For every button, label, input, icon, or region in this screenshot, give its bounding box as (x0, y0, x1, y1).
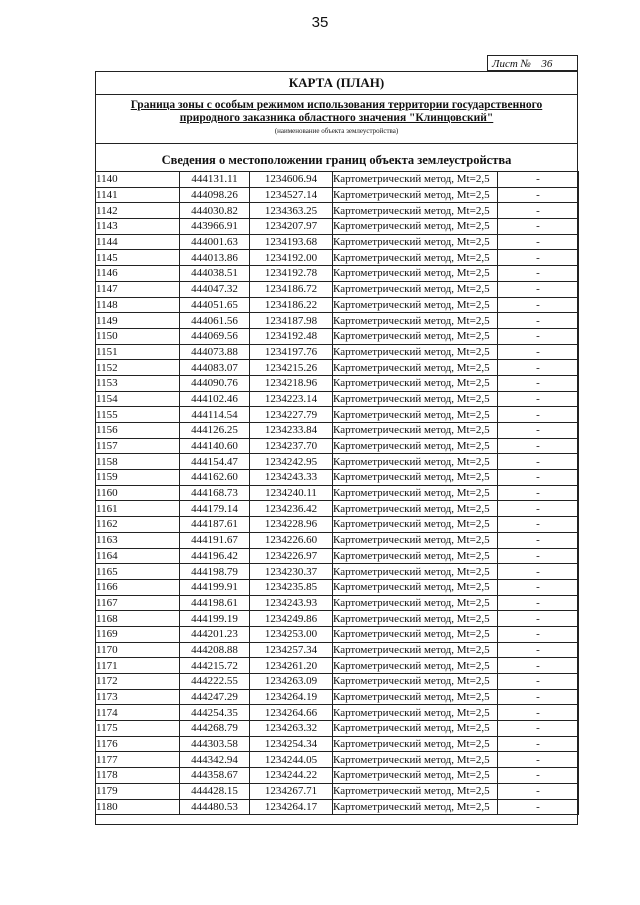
point-number-cell: 1144 (96, 234, 180, 250)
table-row (96, 297, 579, 313)
note-cell: - (498, 721, 579, 737)
table-row (96, 234, 579, 250)
note-cell: - (498, 454, 579, 470)
point-number-cell: 1180 (96, 799, 180, 815)
y-coordinate-cell: 1234236.42 (250, 501, 333, 517)
x-coordinate-cell: 444098.26 (180, 187, 250, 203)
x-coordinate-cell: 444222.55 (180, 674, 250, 690)
y-coordinate-cell: 1234606.94 (250, 172, 333, 188)
method-cell: Картометрический метод, Mt=2,5 (333, 689, 498, 705)
point-number-cell: 1155 (96, 407, 180, 423)
y-coordinate-cell: 1234242.95 (250, 454, 333, 470)
table-row (96, 674, 579, 690)
y-coordinate-cell: 1234240.11 (250, 485, 333, 501)
table-row (96, 548, 579, 564)
note-cell: - (498, 579, 579, 595)
y-coordinate-cell: 1234261.20 (250, 658, 333, 674)
note-cell: - (498, 642, 579, 658)
y-coordinate-cell: 1234223.14 (250, 391, 333, 407)
y-coordinate-cell: 1234197.76 (250, 344, 333, 360)
y-coordinate-cell: 1234230.37 (250, 564, 333, 580)
table-row (96, 344, 579, 360)
method-cell: Картометрический метод, Mt=2,5 (333, 344, 498, 360)
method-cell: Картометрический метод, Mt=2,5 (333, 658, 498, 674)
x-coordinate-cell: 444013.86 (180, 250, 250, 266)
table-row (96, 203, 579, 219)
table-row (96, 391, 579, 407)
note-cell: - (498, 532, 579, 548)
note-cell: - (498, 423, 579, 439)
y-coordinate-cell: 1234193.68 (250, 234, 333, 250)
note-cell: - (498, 187, 579, 203)
point-number-cell: 1166 (96, 579, 180, 595)
x-coordinate-cell: 444179.14 (180, 501, 250, 517)
x-coordinate-cell: 444358.67 (180, 768, 250, 784)
table-row (96, 187, 579, 203)
point-number-cell: 1158 (96, 454, 180, 470)
table-row (96, 485, 579, 501)
point-number-cell: 1168 (96, 611, 180, 627)
y-coordinate-cell: 1234243.33 (250, 470, 333, 486)
method-cell: Картометрический метод, Mt=2,5 (333, 328, 498, 344)
method-cell: Картометрический метод, Mt=2,5 (333, 548, 498, 564)
table-row (96, 705, 579, 721)
sheet-number: 36 (534, 58, 560, 71)
method-cell: Картометрический метод, Mt=2,5 (333, 219, 498, 235)
note-cell: - (498, 783, 579, 799)
point-number-cell: 1162 (96, 517, 180, 533)
y-coordinate-cell: 1234207.97 (250, 219, 333, 235)
x-coordinate-cell: 444073.88 (180, 344, 250, 360)
note-cell: - (498, 501, 579, 517)
x-coordinate-cell: 444131.11 (180, 172, 250, 188)
point-number-cell: 1143 (96, 219, 180, 235)
point-number-cell: 1173 (96, 689, 180, 705)
x-coordinate-cell: 444102.46 (180, 391, 250, 407)
x-coordinate-cell: 444208.88 (180, 642, 250, 658)
note-cell: - (498, 485, 579, 501)
note-cell: - (498, 328, 579, 344)
point-number-cell: 1152 (96, 360, 180, 376)
sheet-number-box (487, 55, 578, 71)
method-cell: Картометрический метод, Mt=2,5 (333, 360, 498, 376)
note-cell: - (498, 438, 579, 454)
table-row (96, 517, 579, 533)
y-coordinate-cell: 1234192.48 (250, 328, 333, 344)
table-row (96, 736, 579, 752)
point-number-cell: 1175 (96, 721, 180, 737)
sheet-label: Лист № (492, 58, 531, 70)
method-cell: Картометрический метод, Mt=2,5 (333, 799, 498, 815)
y-coordinate-cell: 1234233.84 (250, 423, 333, 439)
point-number-cell: 1154 (96, 391, 180, 407)
point-number-cell: 1177 (96, 752, 180, 768)
y-coordinate-cell: 1234263.32 (250, 721, 333, 737)
table-row (96, 172, 579, 188)
document-title: КАРТА (ПЛАН) (95, 71, 578, 95)
page-number: 35 (311, 14, 329, 31)
y-coordinate-cell: 1234264.19 (250, 689, 333, 705)
x-coordinate-cell: 444051.65 (180, 297, 250, 313)
method-cell: Картометрический метод, Mt=2,5 (333, 752, 498, 768)
table-row (96, 250, 579, 266)
x-coordinate-cell: 444126.25 (180, 423, 250, 439)
y-coordinate-cell: 1234192.78 (250, 266, 333, 282)
method-cell: Картометрический метод, Mt=2,5 (333, 517, 498, 533)
point-number-cell: 1157 (96, 438, 180, 454)
note-cell: - (498, 736, 579, 752)
y-coordinate-cell: 1234192.00 (250, 250, 333, 266)
point-number-cell: 1156 (96, 423, 180, 439)
note-cell: - (498, 375, 579, 391)
y-coordinate-cell: 1234264.17 (250, 799, 333, 815)
x-coordinate-cell: 444196.42 (180, 548, 250, 564)
point-number-cell: 1161 (96, 501, 180, 517)
point-number-cell: 1169 (96, 626, 180, 642)
table-row (96, 454, 579, 470)
table-row (96, 281, 579, 297)
table-row (96, 721, 579, 737)
method-cell: Картометрический метод, Mt=2,5 (333, 438, 498, 454)
method-cell: Картометрический метод, Mt=2,5 (333, 564, 498, 580)
y-coordinate-cell: 1234244.22 (250, 768, 333, 784)
table-row (96, 783, 579, 799)
y-coordinate-cell: 1234215.26 (250, 360, 333, 376)
y-coordinate-cell: 1234263.09 (250, 674, 333, 690)
x-coordinate-cell: 444114.54 (180, 407, 250, 423)
point-number-cell: 1165 (96, 564, 180, 580)
y-coordinate-cell: 1234253.00 (250, 626, 333, 642)
table-row (96, 595, 579, 611)
table-row (96, 438, 579, 454)
x-coordinate-cell: 444303.58 (180, 736, 250, 752)
point-number-cell: 1151 (96, 344, 180, 360)
x-coordinate-cell: 444268.79 (180, 721, 250, 737)
section-title: Сведения о местоположении границ объекта землеустройства (95, 143, 578, 172)
x-coordinate-cell: 444083.07 (180, 360, 250, 376)
method-cell: Картометрический метод, Mt=2,5 (333, 407, 498, 423)
x-coordinate-cell: 444047.32 (180, 281, 250, 297)
method-cell: Картометрический метод, Mt=2,5 (333, 454, 498, 470)
note-cell: - (498, 234, 579, 250)
point-number-cell: 1167 (96, 595, 180, 611)
note-cell: - (498, 407, 579, 423)
y-coordinate-cell: 1234228.96 (250, 517, 333, 533)
note-cell: - (498, 658, 579, 674)
x-coordinate-cell: 444199.91 (180, 579, 250, 595)
y-coordinate-cell: 1234235.85 (250, 579, 333, 595)
x-coordinate-cell: 443966.91 (180, 219, 250, 235)
note-cell: - (498, 611, 579, 627)
method-cell: Картометрический метод, Mt=2,5 (333, 203, 498, 219)
note-cell: - (498, 517, 579, 533)
note-cell: - (498, 281, 579, 297)
method-cell: Картометрический метод, Mt=2,5 (333, 736, 498, 752)
note-cell: - (498, 626, 579, 642)
point-number-cell: 1149 (96, 313, 180, 329)
y-coordinate-cell: 1234244.05 (250, 752, 333, 768)
point-number-cell: 1140 (96, 172, 180, 188)
method-cell: Картометрический метод, Mt=2,5 (333, 266, 498, 282)
x-coordinate-cell: 444247.29 (180, 689, 250, 705)
method-cell: Картометрический метод, Mt=2,5 (333, 375, 498, 391)
table-row (96, 313, 579, 329)
table-row (96, 658, 579, 674)
point-number-cell: 1150 (96, 328, 180, 344)
x-coordinate-cell: 444428.15 (180, 783, 250, 799)
table-row (96, 219, 579, 235)
point-number-cell: 1148 (96, 297, 180, 313)
point-number-cell: 1171 (96, 658, 180, 674)
y-coordinate-cell: 1234527.14 (250, 187, 333, 203)
point-number-cell: 1172 (96, 674, 180, 690)
x-coordinate-cell: 444069.56 (180, 328, 250, 344)
note-cell: - (498, 689, 579, 705)
point-number-cell: 1176 (96, 736, 180, 752)
method-cell: Картометрический метод, Mt=2,5 (333, 281, 498, 297)
point-number-cell: 1159 (96, 470, 180, 486)
point-number-cell: 1146 (96, 266, 180, 282)
x-coordinate-cell: 444198.79 (180, 564, 250, 580)
method-cell: Картометрический метод, Mt=2,5 (333, 234, 498, 250)
y-coordinate-cell: 1234186.72 (250, 281, 333, 297)
y-coordinate-cell: 1234363.25 (250, 203, 333, 219)
table-row (96, 423, 579, 439)
x-coordinate-cell: 444215.72 (180, 658, 250, 674)
method-cell: Картометрический метод, Mt=2,5 (333, 705, 498, 721)
x-coordinate-cell: 444342.94 (180, 752, 250, 768)
y-coordinate-cell: 1234257.34 (250, 642, 333, 658)
x-coordinate-cell: 444168.73 (180, 485, 250, 501)
table-row (96, 579, 579, 595)
table-row (96, 375, 579, 391)
method-cell: Картометрический метод, Mt=2,5 (333, 642, 498, 658)
method-cell: Картометрический метод, Mt=2,5 (333, 783, 498, 799)
note-cell: - (498, 470, 579, 486)
method-cell: Картометрический метод, Mt=2,5 (333, 423, 498, 439)
method-cell: Картометрический метод, Mt=2,5 (333, 485, 498, 501)
point-number-cell: 1179 (96, 783, 180, 799)
method-cell: Картометрический метод, Mt=2,5 (333, 313, 498, 329)
note-cell: - (498, 266, 579, 282)
x-coordinate-cell: 444090.76 (180, 375, 250, 391)
note-cell: - (498, 344, 579, 360)
method-cell: Картометрический метод, Mt=2,5 (333, 595, 498, 611)
table-row (96, 328, 579, 344)
point-number-cell: 1153 (96, 375, 180, 391)
y-coordinate-cell: 1234237.70 (250, 438, 333, 454)
x-coordinate-cell: 444199.19 (180, 611, 250, 627)
object-description-block (95, 94, 578, 144)
note-cell: - (498, 219, 579, 235)
table-row (96, 470, 579, 486)
method-cell: Картометрический метод, Mt=2,5 (333, 297, 498, 313)
table-row (96, 611, 579, 627)
y-coordinate-cell: 1234218.96 (250, 375, 333, 391)
method-cell: Картометрический метод, Mt=2,5 (333, 391, 498, 407)
point-number-cell: 1174 (96, 705, 180, 721)
table-row (96, 642, 579, 658)
method-cell: Картометрический метод, Mt=2,5 (333, 626, 498, 642)
x-coordinate-cell: 444254.35 (180, 705, 250, 721)
y-coordinate-cell: 1234243.93 (250, 595, 333, 611)
x-coordinate-cell: 444480.53 (180, 799, 250, 815)
point-number-cell: 1142 (96, 203, 180, 219)
y-coordinate-cell: 1234226.60 (250, 532, 333, 548)
table-row (96, 360, 579, 376)
table-row (96, 407, 579, 423)
note-cell: - (498, 799, 579, 815)
note-cell: - (498, 674, 579, 690)
note-cell: - (498, 250, 579, 266)
object-description-note: (наименование объекта землеустройства) (274, 127, 399, 135)
y-coordinate-cell: 1234249.86 (250, 611, 333, 627)
table-row (96, 799, 579, 815)
table-row (96, 752, 579, 768)
note-cell: - (498, 391, 579, 407)
table-row (96, 689, 579, 705)
x-coordinate-cell: 444001.63 (180, 234, 250, 250)
note-cell: - (498, 595, 579, 611)
method-cell: Картометрический метод, Mt=2,5 (333, 470, 498, 486)
method-cell: Картометрический метод, Mt=2,5 (333, 250, 498, 266)
x-coordinate-cell: 444191.67 (180, 532, 250, 548)
table-row (96, 768, 579, 784)
y-coordinate-cell: 1234187.98 (250, 313, 333, 329)
note-cell: - (498, 172, 579, 188)
table-row (96, 626, 579, 642)
note-cell: - (498, 768, 579, 784)
point-number-cell: 1170 (96, 642, 180, 658)
note-cell: - (498, 297, 579, 313)
method-cell: Картометрический метод, Mt=2,5 (333, 611, 498, 627)
point-number-cell: 1160 (96, 485, 180, 501)
note-cell: - (498, 203, 579, 219)
note-cell: - (498, 752, 579, 768)
x-coordinate-cell: 444201.23 (180, 626, 250, 642)
method-cell: Картометрический метод, Mt=2,5 (333, 674, 498, 690)
point-number-cell: 1163 (96, 532, 180, 548)
method-cell: Картометрический метод, Mt=2,5 (333, 579, 498, 595)
note-cell: - (498, 705, 579, 721)
table-row (96, 501, 579, 517)
point-number-cell: 1145 (96, 250, 180, 266)
point-number-cell: 1178 (96, 768, 180, 784)
method-cell: Картометрический метод, Mt=2,5 (333, 532, 498, 548)
method-cell: Картометрический метод, Mt=2,5 (333, 172, 498, 188)
note-cell: - (498, 360, 579, 376)
method-cell: Картометрический метод, Mt=2,5 (333, 501, 498, 517)
y-coordinate-cell: 1234186.22 (250, 297, 333, 313)
x-coordinate-cell: 444154.47 (180, 454, 250, 470)
method-cell: Картометрический метод, Mt=2,5 (333, 768, 498, 784)
method-cell: Картометрический метод, Mt=2,5 (333, 187, 498, 203)
x-coordinate-cell: 444187.61 (180, 517, 250, 533)
y-coordinate-cell: 1234227.79 (250, 407, 333, 423)
coordinates-table (95, 171, 579, 815)
point-number-cell: 1141 (96, 187, 180, 203)
method-cell: Картометрический метод, Mt=2,5 (333, 721, 498, 737)
x-coordinate-cell: 444198.61 (180, 595, 250, 611)
x-coordinate-cell: 444140.60 (180, 438, 250, 454)
table-row (96, 564, 579, 580)
x-coordinate-cell: 444038.51 (180, 266, 250, 282)
table-row (96, 266, 579, 282)
table-row (96, 532, 579, 548)
object-description: Граница зоны с особым режимом использования территории государственного природного заказника областного значения "Клинцовский" (130, 99, 543, 124)
y-coordinate-cell: 1234267.71 (250, 783, 333, 799)
x-coordinate-cell: 444162.60 (180, 470, 250, 486)
y-coordinate-cell: 1234226.97 (250, 548, 333, 564)
x-coordinate-cell: 444061.56 (180, 313, 250, 329)
note-cell: - (498, 564, 579, 580)
y-coordinate-cell: 1234264.66 (250, 705, 333, 721)
note-cell: - (498, 313, 579, 329)
note-cell: - (498, 548, 579, 564)
point-number-cell: 1164 (96, 548, 180, 564)
y-coordinate-cell: 1234254.34 (250, 736, 333, 752)
x-coordinate-cell: 444030.82 (180, 203, 250, 219)
point-number-cell: 1147 (96, 281, 180, 297)
